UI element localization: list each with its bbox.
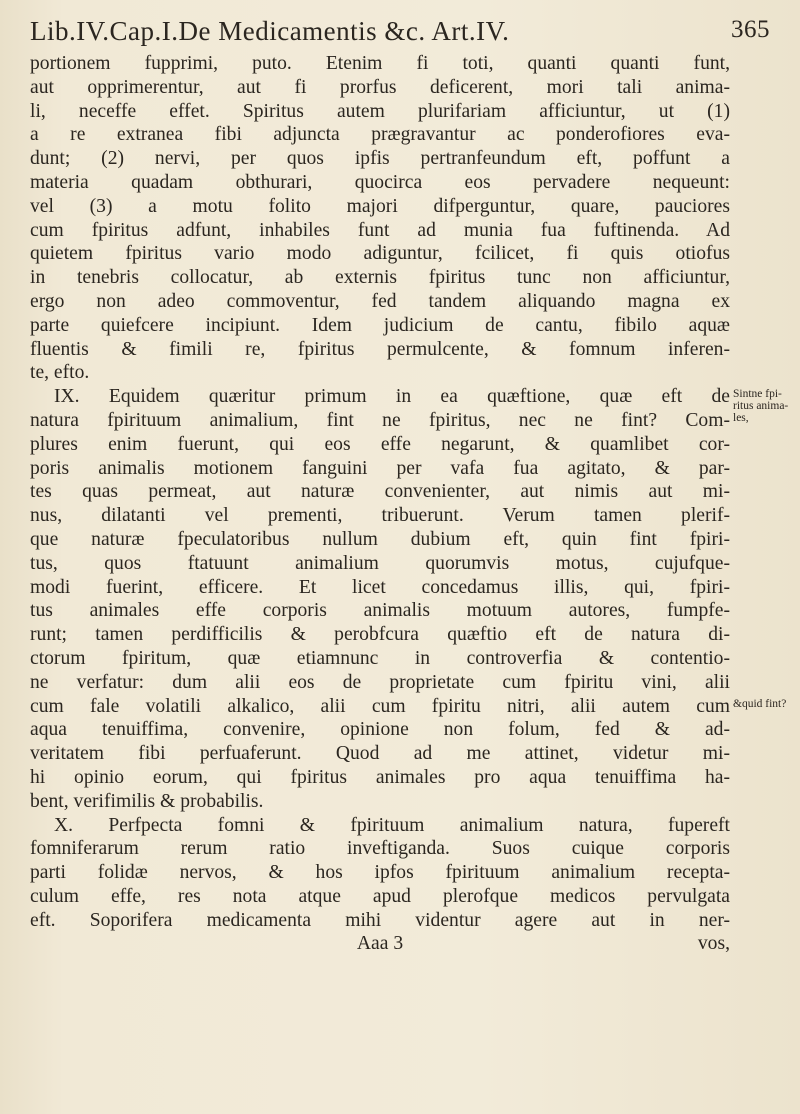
running-header [30, 16, 770, 47]
margin-note-line: Sintne fpi- [733, 388, 782, 400]
text-line: nus, dilatanti vel prementi, tribuerunt. Verum tamen plerif- [30, 505, 730, 527]
text-line: vel (3) a motu folito majori difperguntur, quare, pauciores [30, 195, 730, 217]
text-line: modi fuerint, efficere. Et licet concedamus illis, qui, fpiri- [30, 576, 730, 598]
text-line: te, efto. [30, 362, 90, 384]
text-line: IX. Equidem quæritur primum in ea quæftione, quæ eft de [54, 386, 730, 408]
text-line: culum effe, res nota atque apud plerofque medicos pervulgata [30, 885, 730, 907]
text-line: plures enim fuerunt, qui eos effe negarunt, & quamlibet cor- [30, 433, 730, 455]
text-line: li, neceffe effet. Spiritus autem plurifariam afficiuntur, ut (1) [30, 100, 730, 122]
text-line: materia quadam obthurari, quocirca eos pervadere nequeunt: [30, 171, 730, 193]
text-line: dunt; (2) nervi, per quos ipfis pertranfeundum eft, poffunt a [30, 148, 730, 170]
text-line: X. Perfpecta fomni & fpirituum animalium natura, fupereft [54, 814, 730, 836]
text-line: ergo non adeo commoventur, fed tandem aliquando magna ex [30, 290, 730, 312]
text-line: natura fpirituum animalium, fint ne fpiritus, nec ne fint? Com- [30, 409, 730, 431]
text-line: ne verfatur: dum alii eos de proprietate cum fpiritu vini, alii [30, 671, 730, 693]
text-line: quietem fpiritus vario modo adiguntur, fcilicet, fi quis otiofus [30, 243, 730, 265]
text-line: fomniferarum rerum ratio inveftiganda. Suos cuique corporis [30, 838, 730, 860]
text-line: veritatem fibi perfuaferunt. Quod ad me attinet, videtur mi- [30, 743, 730, 765]
text-line: poris animalis motionem fanguini per vafa fua agitato, & par- [30, 457, 730, 479]
text-line: a re extranea fibi adjuncta prægravantur ac ponderofiores eva- [30, 124, 730, 146]
text-line: bent, verifimilis & probabilis. [30, 790, 264, 812]
text-line: cum fale volatili alkalico, alii cum fpiritu nitri, alii autem cum [30, 695, 730, 717]
margin-note-line: &quid fint? [733, 698, 787, 710]
text-line: eft. Soporifera medicamenta mihi videntur agere aut in ner- [30, 909, 730, 931]
catchword: vos, [697, 933, 730, 955]
text-line: aqua tenuiffima, convenire, opinione non folum, fed & ad- [30, 719, 730, 741]
text-line: ctorum fpiritum, quæ etiamnunc in controverfia & contentio- [30, 647, 730, 669]
running-title: Lib.IV.Cap.I.De Medicamentis &c. Art.IV. [30, 16, 510, 46]
text-line: in tenebris collocatur, ab externis fpiritus tunc non afficiuntur, [30, 267, 730, 289]
margin-note-quid-sint [733, 698, 795, 710]
text-line: portionem fupprimi, puto. Etenim fi toti, quanti quanti funt, [30, 53, 730, 74]
text-line: runt; tamen perdifficilis & perobfcura quæftio eft de natura di- [30, 624, 730, 646]
signature-mark: Aaa 3 [356, 933, 404, 955]
text-line: que naturæ fpeculatoribus nullum dubium eft, quin fint fpiri- [30, 528, 730, 550]
text-line: tes quas permeat, aut naturæ convenienter, aut nimis aut mi- [30, 481, 730, 503]
text-line: fluentis & fimili re, fpiritus permulcente, & fomnum inferen- [30, 338, 730, 360]
page-number: 365 [731, 16, 770, 43]
signature-line [30, 932, 730, 956]
text-line: hi opinio eorum, qui fpiritus animales pro aqua tenuiffima ha- [30, 766, 730, 788]
text-line: parti folidæ nervos, & hos ipfos fpirituum animalium recepta- [30, 862, 730, 884]
text-line: tus, quos ftatuunt animalium quorumvis motus, cujufque- [30, 552, 730, 574]
text-line: cum fpiritus adfunt, inhabiles funt ad munia fua fuftinenda. Ad [30, 219, 730, 241]
margin-note-line: les, [733, 412, 749, 424]
text-line: aut opprimerentur, aut fi prorfus deficerent, mori tali anima- [30, 76, 730, 98]
text-line: parte quiefcere incipiunt. Idem judicium de cantu, fibilo aquæ [30, 314, 730, 336]
body-text [30, 52, 730, 956]
margin-note-line: ritus anima- [733, 400, 789, 412]
margin-note-spirits [733, 388, 795, 424]
text-line: tus animales effe corporis animalis motuum autores, fumpfe- [30, 600, 730, 622]
